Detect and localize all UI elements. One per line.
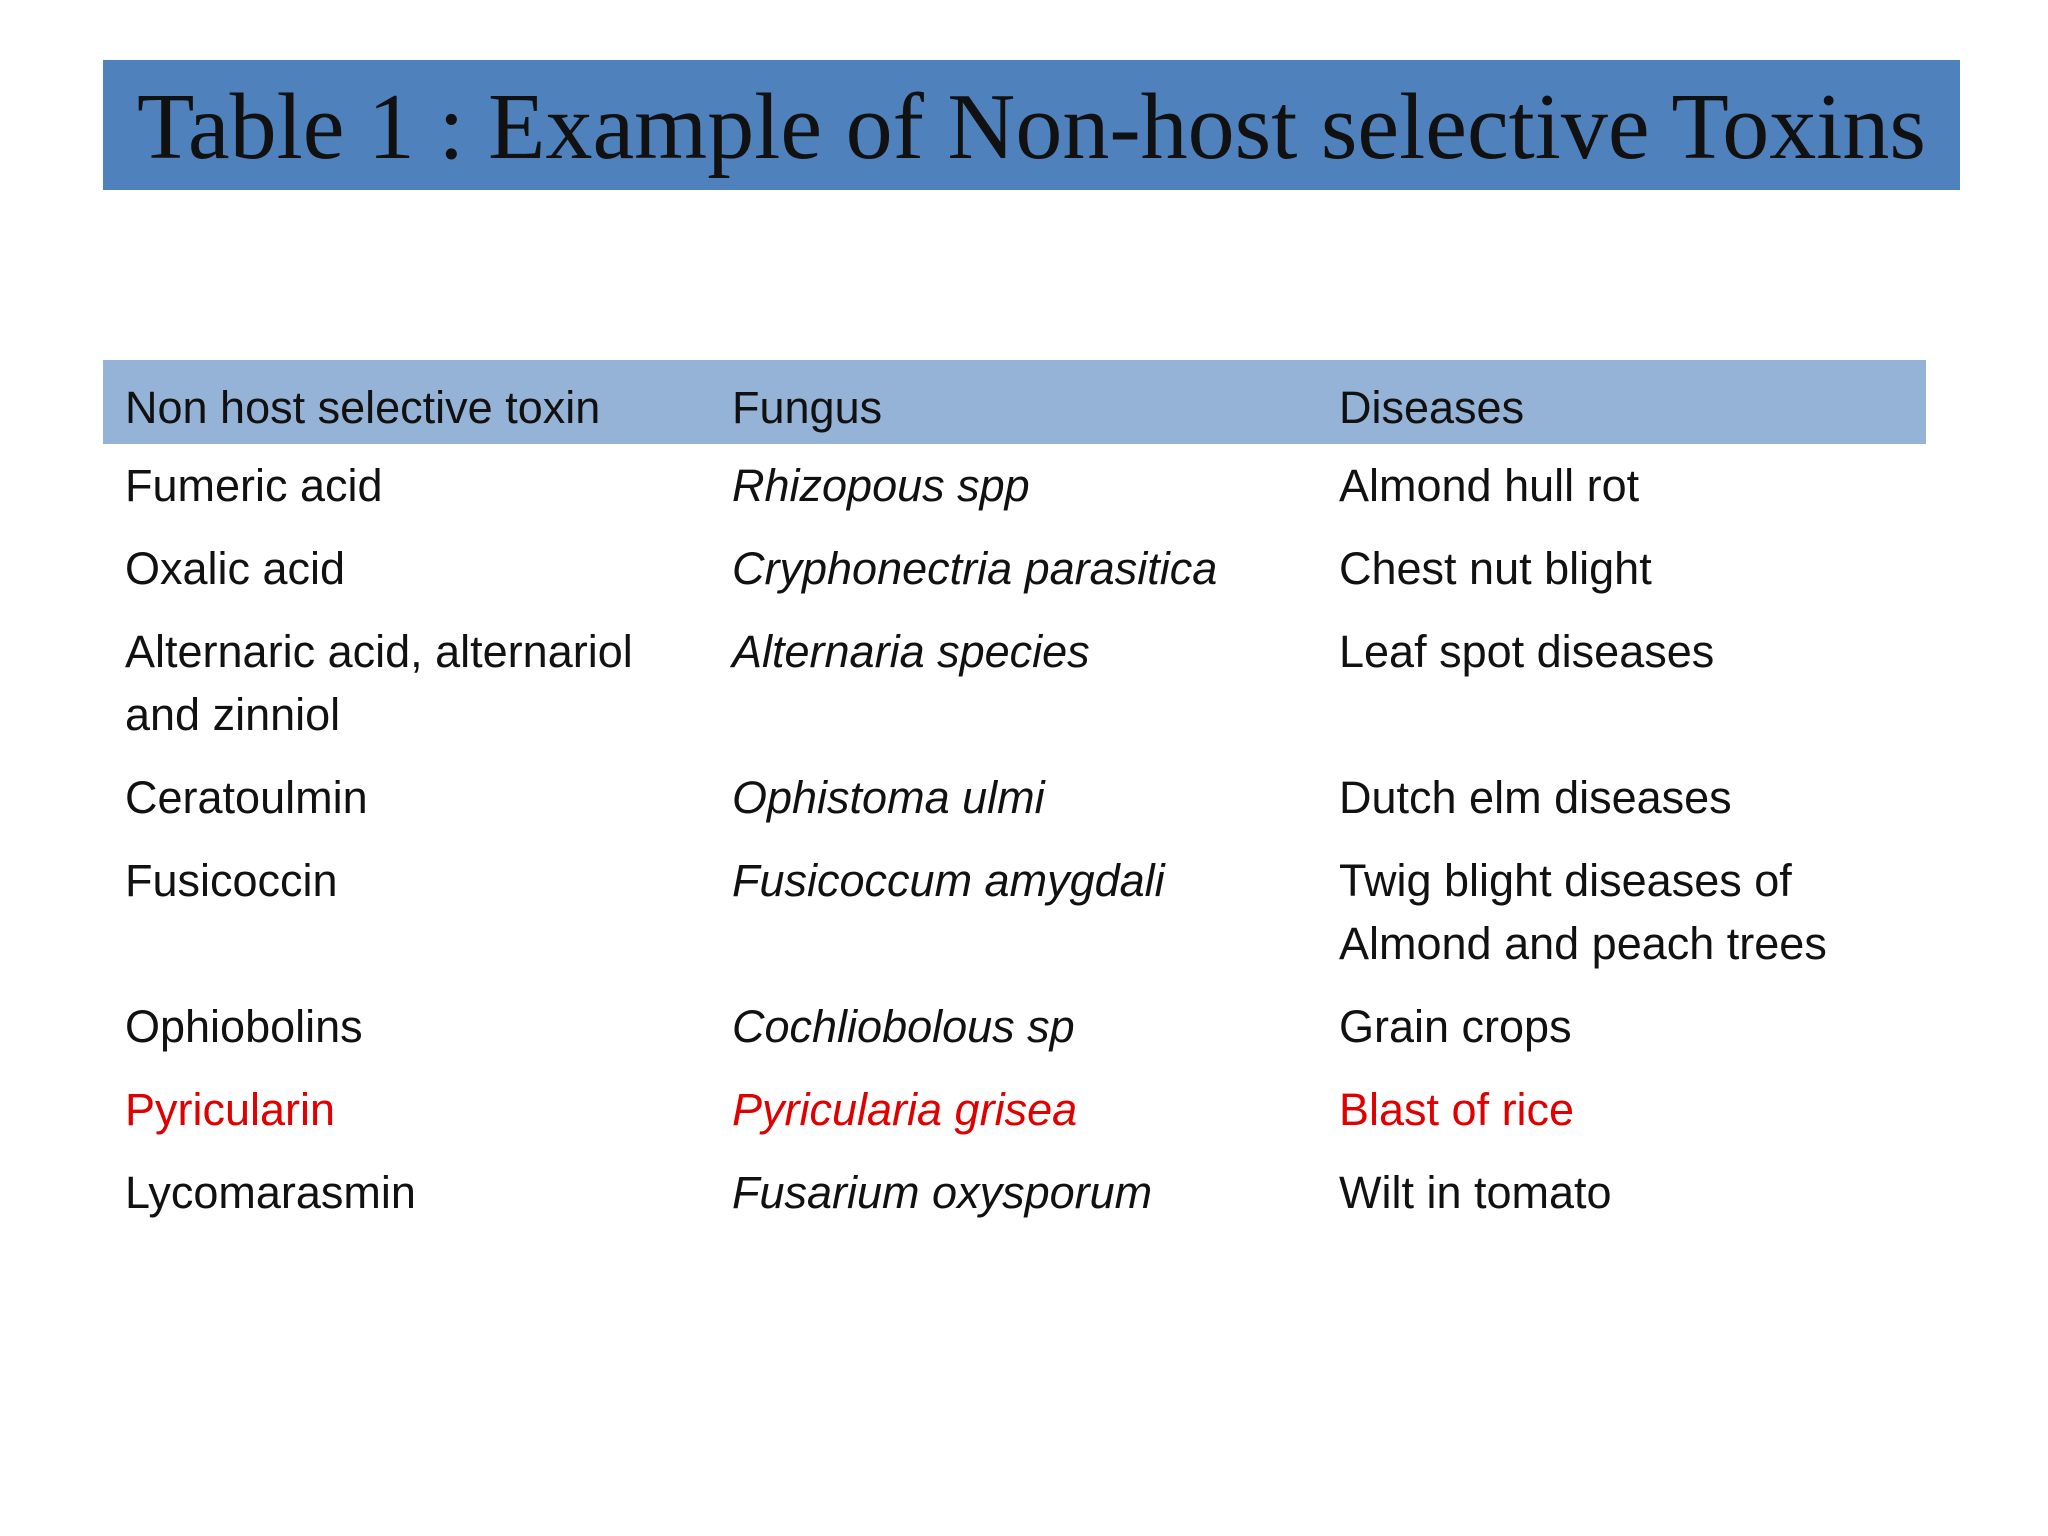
table-row (103, 527, 1926, 610)
cell-toxin: Fumeric acid (125, 460, 383, 511)
cell-disease: Grain crops (1339, 1001, 1572, 1052)
header-fungus: Fungus (732, 381, 883, 433)
table-row (103, 610, 1926, 756)
cell-fungus: Cryphonectria parasitica (732, 543, 1218, 594)
cell-disease: Chest nut blight (1339, 543, 1652, 594)
table-row (103, 985, 1926, 1068)
cell-toxin: Ceratoulmin (125, 772, 368, 823)
toxin-table (103, 360, 1926, 1234)
header-diseases: Diseases (1339, 381, 1525, 433)
cell-fungus: Rhizopous spp (732, 460, 1030, 511)
table-row (103, 1151, 1926, 1234)
cell-toxin: Oxalic acid (125, 543, 346, 594)
cell-disease: Almond hull rot (1339, 460, 1640, 511)
cell-disease: Wilt in tomato (1339, 1167, 1612, 1218)
table-row (103, 444, 1926, 527)
table-row (103, 756, 1926, 839)
table-row-highlighted (103, 1068, 1926, 1151)
cell-fungus: Fusicoccum amygdali (732, 855, 1165, 906)
table-row (103, 839, 1926, 985)
cell-fungus: Cochliobolous sp (732, 1001, 1075, 1052)
cell-disease: Twig blight diseases of Almond and peach trees (1339, 855, 1827, 969)
cell-toxin: Alternaric acid, alternariol and zinniol (125, 626, 633, 740)
cell-fungus: Pyricularia grisea (732, 1084, 1078, 1135)
page-title: Table 1 : Example of Non-host selective Toxins (137, 75, 1926, 179)
cell-toxin: Lycomarasmin (125, 1167, 416, 1218)
cell-fungus: Alternaria species (732, 626, 1090, 677)
cell-fungus: Fusarium oxysporum (732, 1167, 1153, 1218)
cell-toxin: Pyricularin (125, 1084, 336, 1135)
cell-toxin: Fusicoccin (125, 855, 338, 906)
cell-disease: Blast of rice (1339, 1084, 1575, 1135)
header-toxin: Non host selective toxin (125, 381, 601, 433)
cell-fungus: Ophistoma ulmi (732, 772, 1045, 823)
cell-disease: Dutch elm diseases (1339, 772, 1732, 823)
cell-disease: Leaf spot diseases (1339, 626, 1715, 677)
title-bar (103, 60, 1960, 190)
cell-toxin: Ophiobolins (125, 1001, 363, 1052)
table-header-row (103, 360, 1926, 444)
